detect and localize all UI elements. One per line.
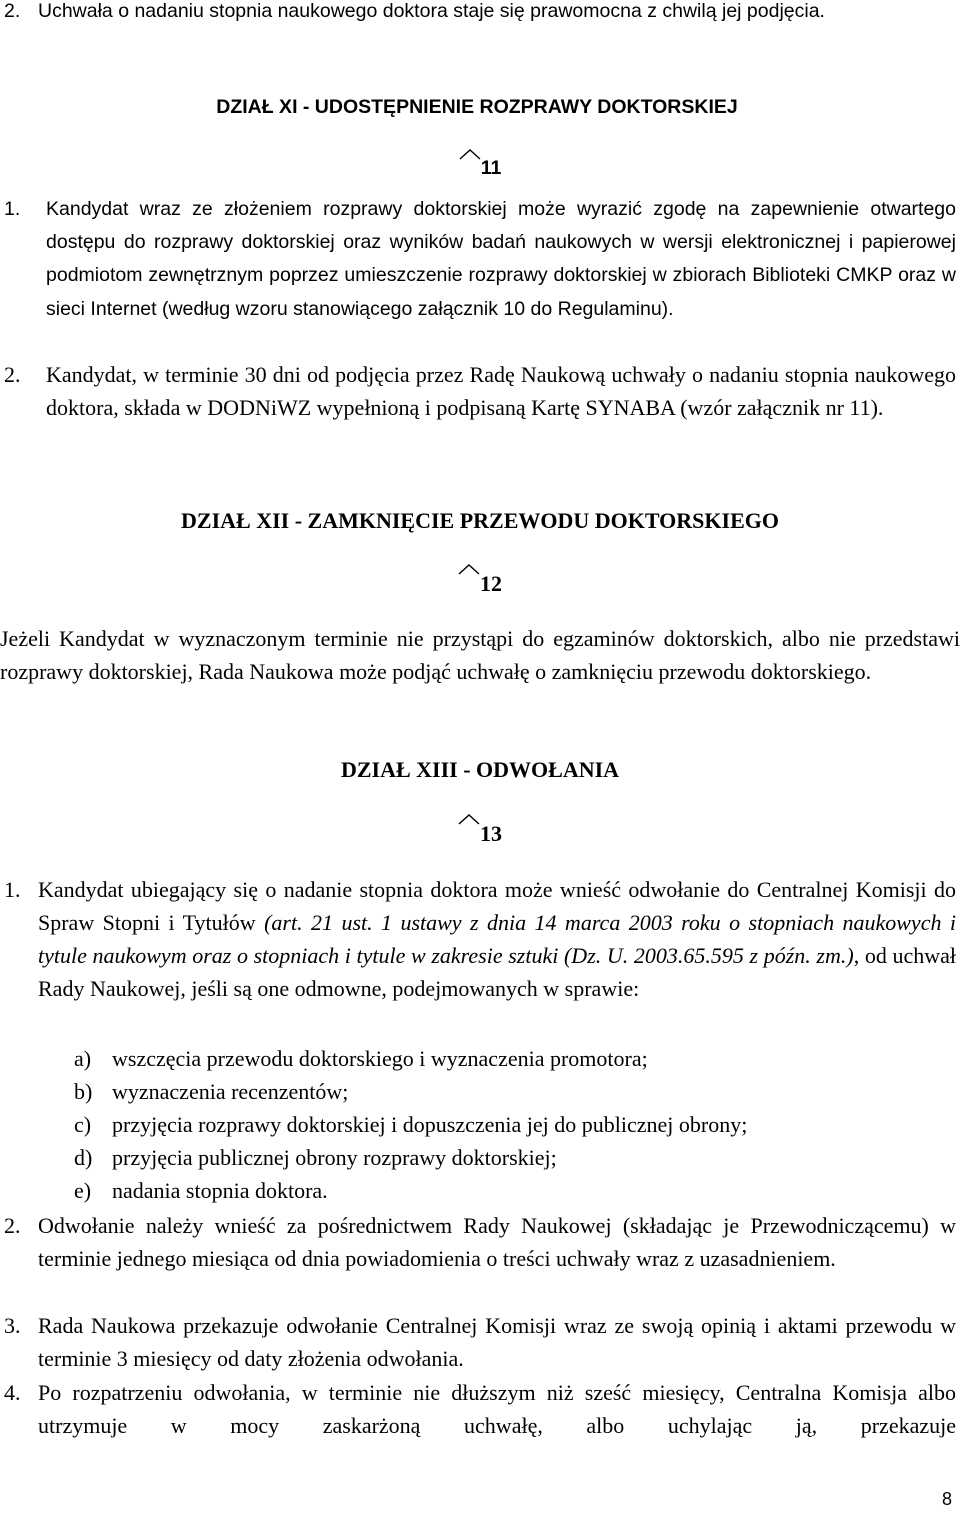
subitem-e xyxy=(74,1174,934,1207)
subitem-e-label: e) xyxy=(74,1178,92,1203)
section-xiii-item-1-text-end: , od uchwał Rady Naukowej, jeśli są one odmowne, podejmowanych w sprawie: xyxy=(38,943,956,1001)
section-xi-paragraph-mark xyxy=(0,152,960,185)
section-xiii-paragraph-mark xyxy=(0,817,960,850)
section-xi-heading: DZIAŁ XI - UDOSTĘPNIENIE ROZPRAWY DOKTORSKIEJ xyxy=(216,96,738,118)
section-xiii-item-1-text-start: Kandydat ubiegający się o nadanie stopnia doktora może wnieść odwołanie do Centralnej Komisji do Spraw Stopni i Tytułów xyxy=(38,877,956,935)
subitem-d-text: przyjęcia publicznej obrony rozprawy doktorskiej; xyxy=(112,1145,557,1170)
section-sign-icon xyxy=(458,814,480,826)
section-xii-heading: DZIAŁ XII - ZAMKNIĘCIE PRZEWODU DOKTORSKIEGO xyxy=(181,508,779,533)
section-sign-icon xyxy=(459,149,481,161)
section-xiii-item-3-number: 3. xyxy=(4,1313,21,1338)
section-xiii-item-1-citation: (art. 21 ust. 1 ustawy z dnia 14 marca 2003 roku o stopniach naukowych i tytule naukowym oraz o stopniach i tytule w zakresie sztuki (Dz. U. 2003.65.595 z późn. zm.) xyxy=(38,910,956,968)
section-xiii-heading: DZIAŁ XIII - ODWOŁANIA xyxy=(340,757,620,782)
section-xi-item-1-number: 1. xyxy=(4,198,21,220)
section-xi-item-1 xyxy=(4,193,956,326)
section-xiii-item-3 xyxy=(4,1309,956,1375)
section-xi-paragraph-number: 11 xyxy=(480,157,502,179)
subitem-a xyxy=(74,1042,934,1075)
subitem-b-label: b) xyxy=(74,1079,93,1104)
intro-item-text: Uchwała o nadaniu stopnia naukowego doktora staje się prawomocna z chwilą jej podjęcia. xyxy=(38,0,825,22)
section-sign-icon xyxy=(458,564,480,576)
intro-item-number: 2. xyxy=(4,0,21,22)
section-xi-item-2-number: 2. xyxy=(4,362,21,387)
subitem-a-text: wszczęcia przewodu doktorskiego i wyznaczenia promotora; xyxy=(112,1046,648,1071)
subitem-d-label: d) xyxy=(74,1145,93,1170)
section-xiii-paragraph-number: 13 xyxy=(480,821,502,846)
subitem-a-label: a) xyxy=(74,1046,92,1071)
section-xiii-item-2 xyxy=(4,1209,956,1275)
section-xiii-item-2-text: Odwołanie należy wnieść za pośrednictwem Rady Naukowej (składając je Przewodniczącemu) w terminie jednego miesiąca od dnia powiadomienia o treści uchwały wraz z uzasadnieniem. xyxy=(38,1213,956,1271)
section-xii-paragraph-mark xyxy=(0,567,960,600)
subitem-c-text: przyjęcia rozprawy doktorskiej i dopuszczenia jej do publicznej obrony; xyxy=(112,1112,748,1137)
section-xiii-item-2-number: 2. xyxy=(4,1213,21,1238)
section-xiii-item-4-text: Po rozpatrzeniu odwołania, w terminie nie dłuższym niż sześć miesięcy, Centralna Komisja albo utrzymuje w mocy zaskarżoną uchwałę, albo uchylając ją, przekazuje xyxy=(38,1380,956,1438)
section-xiii-item-4 xyxy=(4,1376,956,1442)
section-xiii-item-1-text xyxy=(38,873,956,1005)
intro-item xyxy=(4,0,956,28)
section-xiii-item-1 xyxy=(4,873,956,1005)
section-xii-paragraph-number: 12 xyxy=(480,571,502,596)
section-xii-text: Jeżeli Kandydat w wyznaczonym terminie nie przystąpi do egzaminów doktorskich, albo nie przedstawi rozprawy doktorskiej, Rada Naukowa może podjąć uchwałę o zamknięciu przewodu doktorskiego. xyxy=(0,626,960,684)
subitem-d xyxy=(74,1141,934,1174)
subitem-c xyxy=(74,1108,934,1141)
section-xiii-item-4-number: 4. xyxy=(4,1380,21,1405)
subitem-b-text: wyznaczenia recenzentów; xyxy=(112,1079,349,1104)
section-xi-item-2-text: Kandydat, w terminie 30 dni od podjęcia przez Radę Naukową uchwały o nadaniu stopnia naukowego doktora, składa w DODNiWZ wypełnioną i podpisaną Kartę SYNABA (wzór załącznik nr 11). xyxy=(46,362,956,420)
subitem-b xyxy=(74,1075,934,1108)
page-number: 8 xyxy=(941,1489,952,1509)
subitem-c-label: c) xyxy=(74,1112,92,1137)
section-xiii-item-1-number: 1. xyxy=(4,877,21,902)
section-xiii-item-3-text: Rada Naukowa przekazuje odwołanie Centralnej Komisji wraz ze swoją opinią i aktami przewodu w terminie 3 miesięcy od daty złożenia odwołania. xyxy=(38,1313,956,1371)
subitem-e-text: nadania stopnia doktora. xyxy=(112,1178,328,1203)
section-xi-item-2 xyxy=(4,358,956,424)
section-xi-item-1-text: Kandydat wraz ze złożeniem rozprawy doktorskiej może wyrazić zgodę na zapewnienie otwartego dostępu do rozprawy doktorskiej oraz wyników badań naukowych w wersji elektronicznej i papierowej podmiotom zewnętrznym poprzez umieszczenie rozprawy doktorskiej w zbiorach Biblioteki CMKP oraz w sieci Internet (według wzoru stanowiącego załącznik 10 do Regulaminu). xyxy=(46,198,956,320)
